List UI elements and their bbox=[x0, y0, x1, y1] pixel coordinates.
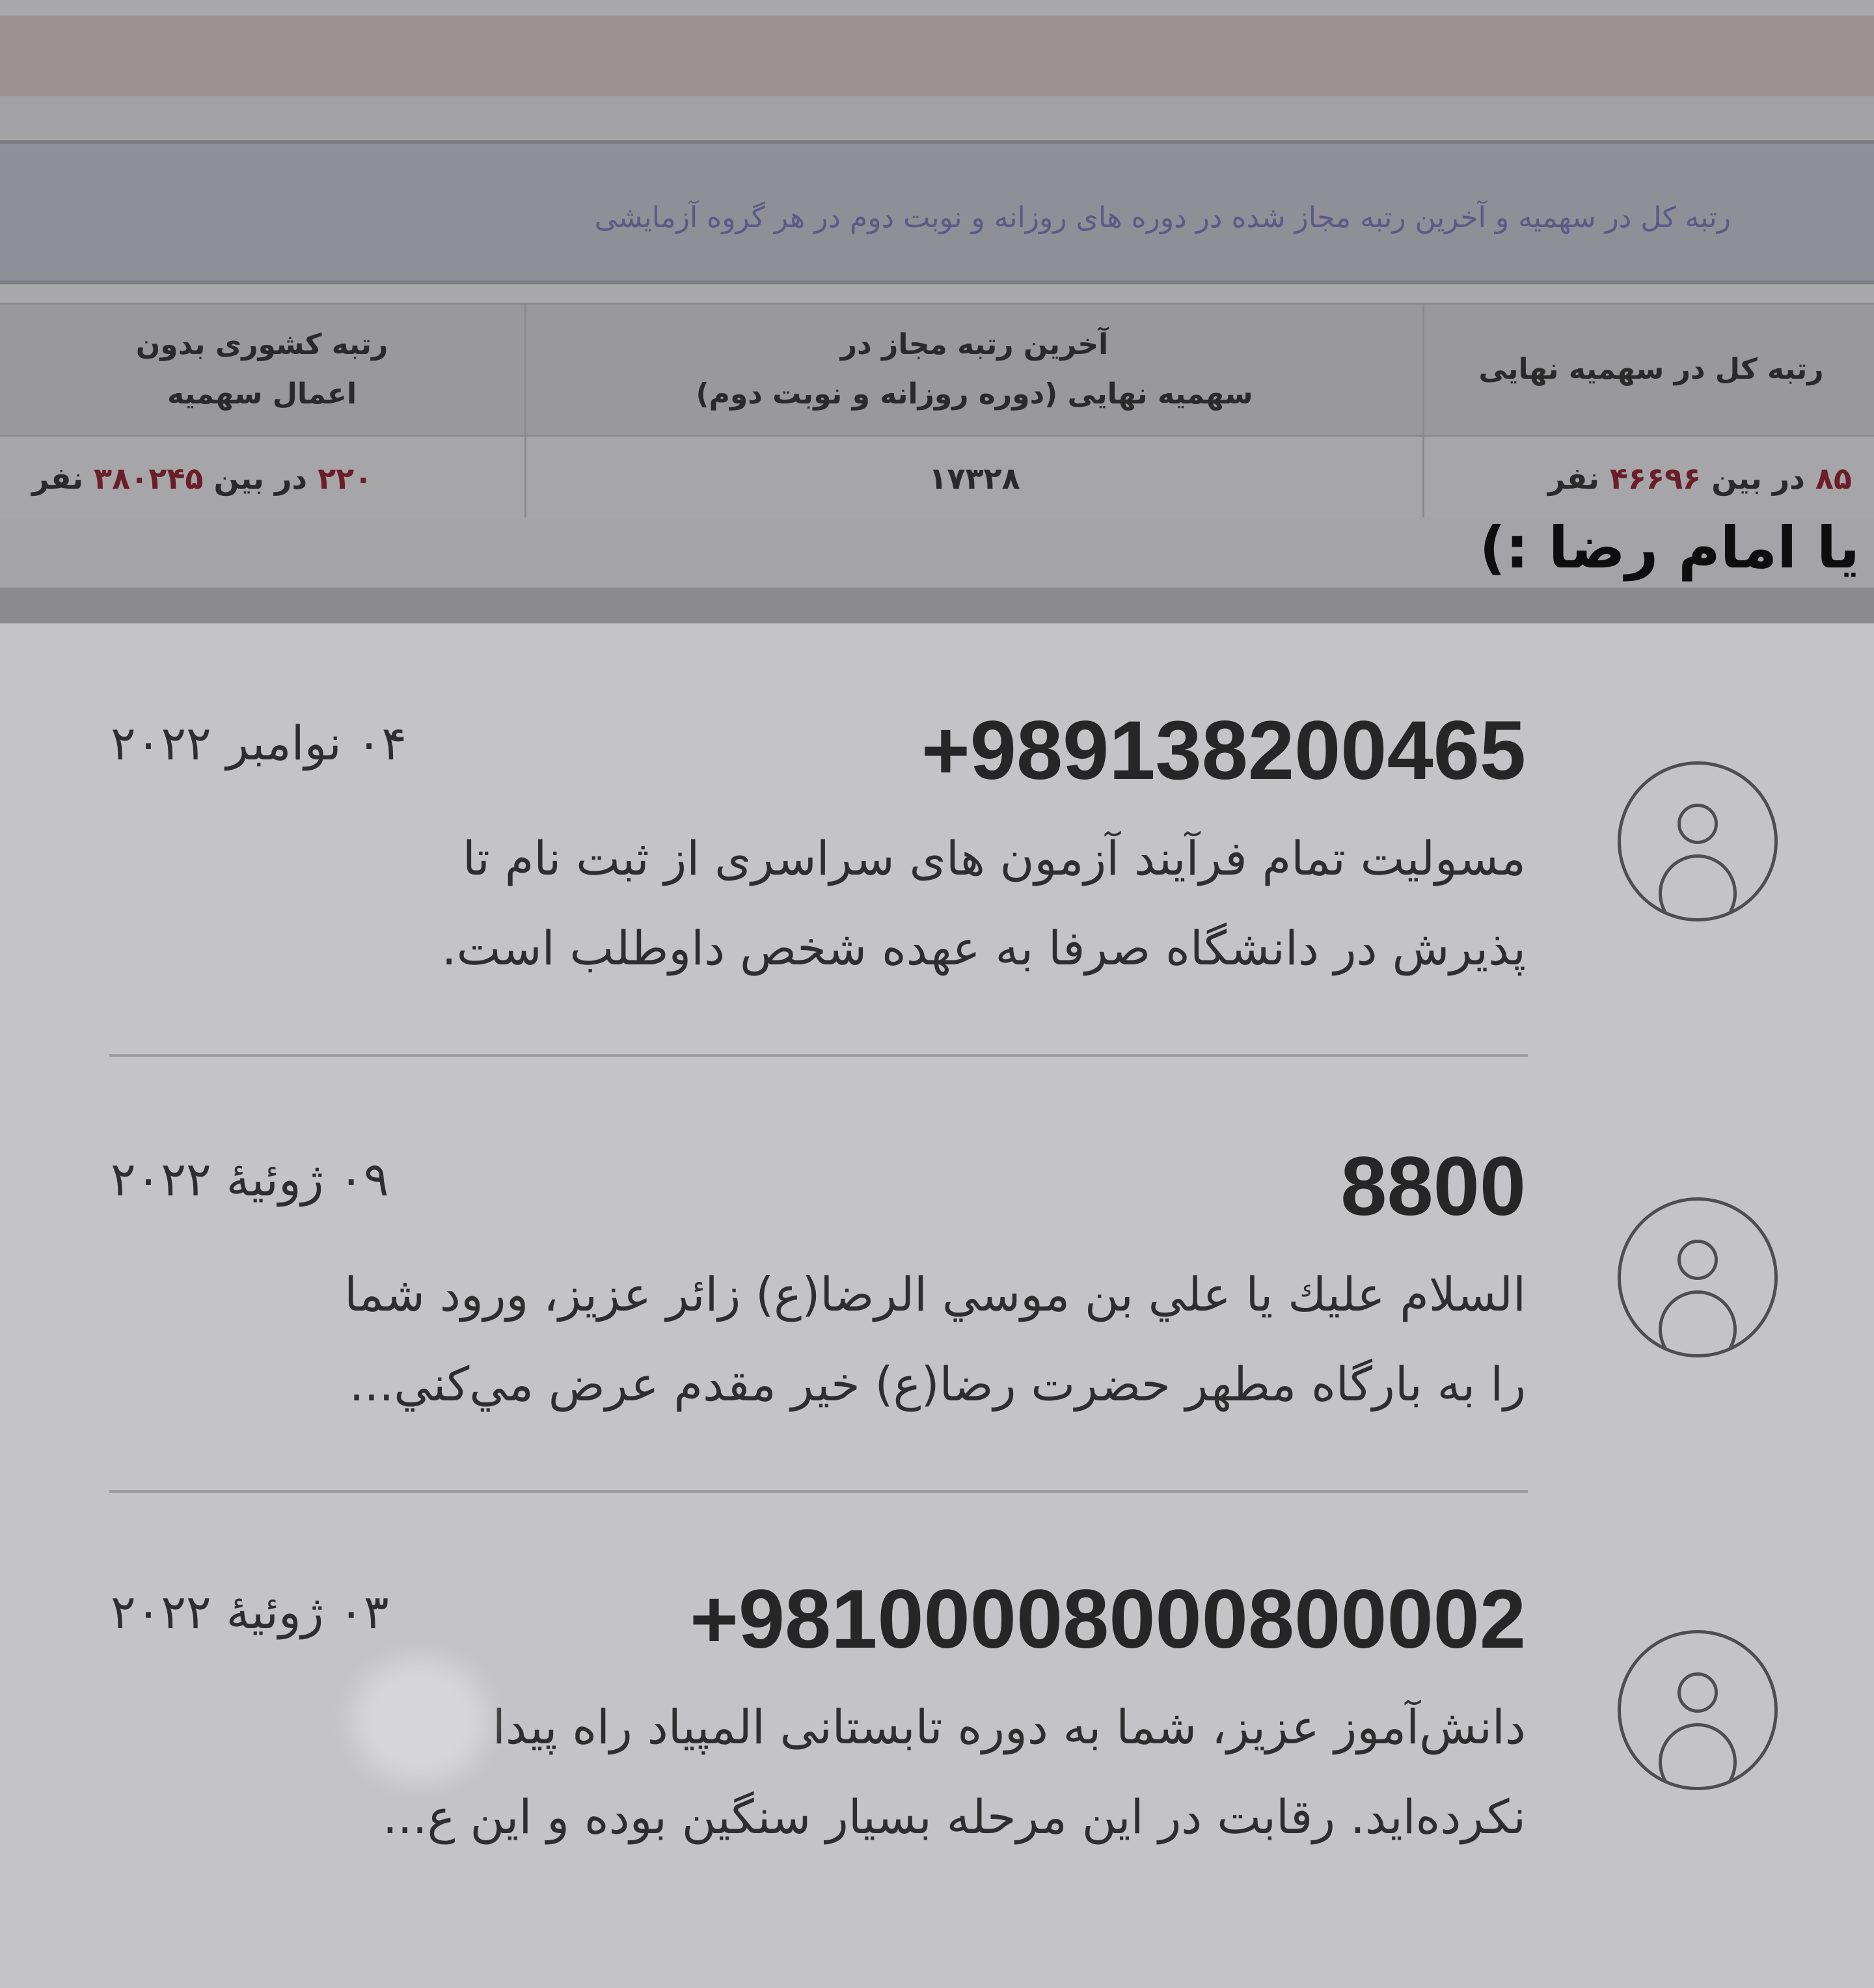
top-strip-light bbox=[0, 96, 1874, 139]
quota-rank-value: ۸۵ bbox=[1815, 461, 1852, 496]
message-sender: +98100008000800002 bbox=[690, 1572, 1526, 1667]
preview-line: مسولیت تمام فرآیند آزمون های سراسری از ثبت نام تا bbox=[94, 813, 1526, 903]
message-item[interactable] bbox=[0, 1559, 1874, 1988]
contact-avatar-icon[interactable] bbox=[1618, 1630, 1778, 1790]
header-line: اعمال سهمیه bbox=[0, 370, 524, 419]
result-screenshot bbox=[0, 0, 1874, 623]
col-header-national-rank bbox=[0, 304, 526, 436]
header-line: آخرین رتبه مجاز در bbox=[527, 320, 1422, 370]
preview-line: دانش‌آموز عزیز، شما به دوره تابستانی المپیاد راه پیدا bbox=[94, 1682, 1526, 1772]
avatar-head bbox=[1677, 1672, 1718, 1713]
national-rank-total: ۳۸۰۲۴۵ bbox=[94, 461, 203, 496]
avatar-body bbox=[1659, 854, 1737, 921]
redaction-blur bbox=[351, 1658, 488, 1782]
col-header-quota-rank bbox=[1424, 304, 1874, 436]
message-sender: 8800 bbox=[1340, 1139, 1526, 1234]
message-date: ۰۴ نوامبر ۲۰۲۲ bbox=[111, 716, 407, 770]
message-date: ۰۳ ژوئیهٔ ۲۰۲۲ bbox=[111, 1585, 389, 1639]
message-preview bbox=[94, 1249, 1526, 1429]
message-sender: +989138200465 bbox=[921, 703, 1526, 798]
cell-national-rank bbox=[0, 436, 526, 521]
avatar-body bbox=[1659, 1723, 1737, 1790]
col-header-last-rank bbox=[526, 304, 1424, 436]
national-rank-unit: نفر bbox=[32, 461, 83, 496]
header-line: سهمیه نهایی (دوره روزانه و نوبت دوم) bbox=[527, 370, 1422, 419]
preview-line: پذیرش در دانشگاه صرفا به عهده شخص داوطلب است. bbox=[94, 903, 1526, 993]
preview-line: را به بارگاه مطهر حضرت رضا(ع) خير مقدم عرض مي‌كني... bbox=[94, 1339, 1526, 1429]
quota-rank-total: ۴۶۶۹۶ bbox=[1610, 461, 1701, 496]
national-rank-mid: در بین bbox=[214, 461, 308, 496]
message-divider bbox=[109, 1054, 1528, 1057]
table-heading: رتبه کل در سهمیه و آخرین رتبه مجاز شده در دوره های روزانه و نوبت دوم در هر گروه آزمایشی bbox=[595, 201, 1731, 234]
table-shadow-band bbox=[0, 588, 1874, 623]
contact-avatar-icon[interactable] bbox=[1618, 761, 1778, 921]
message-date: ۰۹ ژوئیهٔ ۲۰۲۲ bbox=[111, 1152, 389, 1206]
quota-rank-unit: نفر bbox=[1548, 461, 1599, 496]
avatar-body bbox=[1659, 1290, 1737, 1357]
table-heading-band bbox=[0, 140, 1874, 284]
header-line: رتبه کشوری بدون bbox=[0, 320, 524, 370]
avatar-head bbox=[1677, 1240, 1718, 1280]
last-rank-value: ۱۷۳۲۸ bbox=[929, 461, 1020, 496]
cell-last-rank bbox=[526, 436, 1424, 521]
top-strip bbox=[0, 16, 1874, 96]
preview-line: السلام عليك يا علي بن موسي الرضا(ع) زائر عزيز، ورود شما bbox=[94, 1249, 1526, 1339]
preview-line: نکرده‌اید. رقابت در این مرحله بسیار سنگین بوده و این ع... bbox=[94, 1772, 1526, 1862]
rank-table-values bbox=[0, 436, 1874, 521]
handwritten-note: یا امام رضا :) bbox=[1480, 514, 1860, 581]
cell-quota-rank bbox=[1424, 436, 1874, 521]
message-preview bbox=[94, 813, 1526, 993]
message-preview bbox=[94, 1682, 1526, 1862]
contact-avatar-icon[interactable] bbox=[1618, 1197, 1778, 1357]
quota-rank-mid: در بین bbox=[1711, 461, 1805, 496]
rank-table-header bbox=[0, 304, 1874, 436]
avatar-head bbox=[1677, 804, 1718, 844]
message-divider bbox=[109, 1490, 1528, 1493]
rank-table bbox=[0, 303, 1874, 522]
national-rank-value: ۲۲۰ bbox=[318, 461, 372, 496]
header-line: رتبه کل در سهمیه نهایی bbox=[1425, 345, 1874, 394]
